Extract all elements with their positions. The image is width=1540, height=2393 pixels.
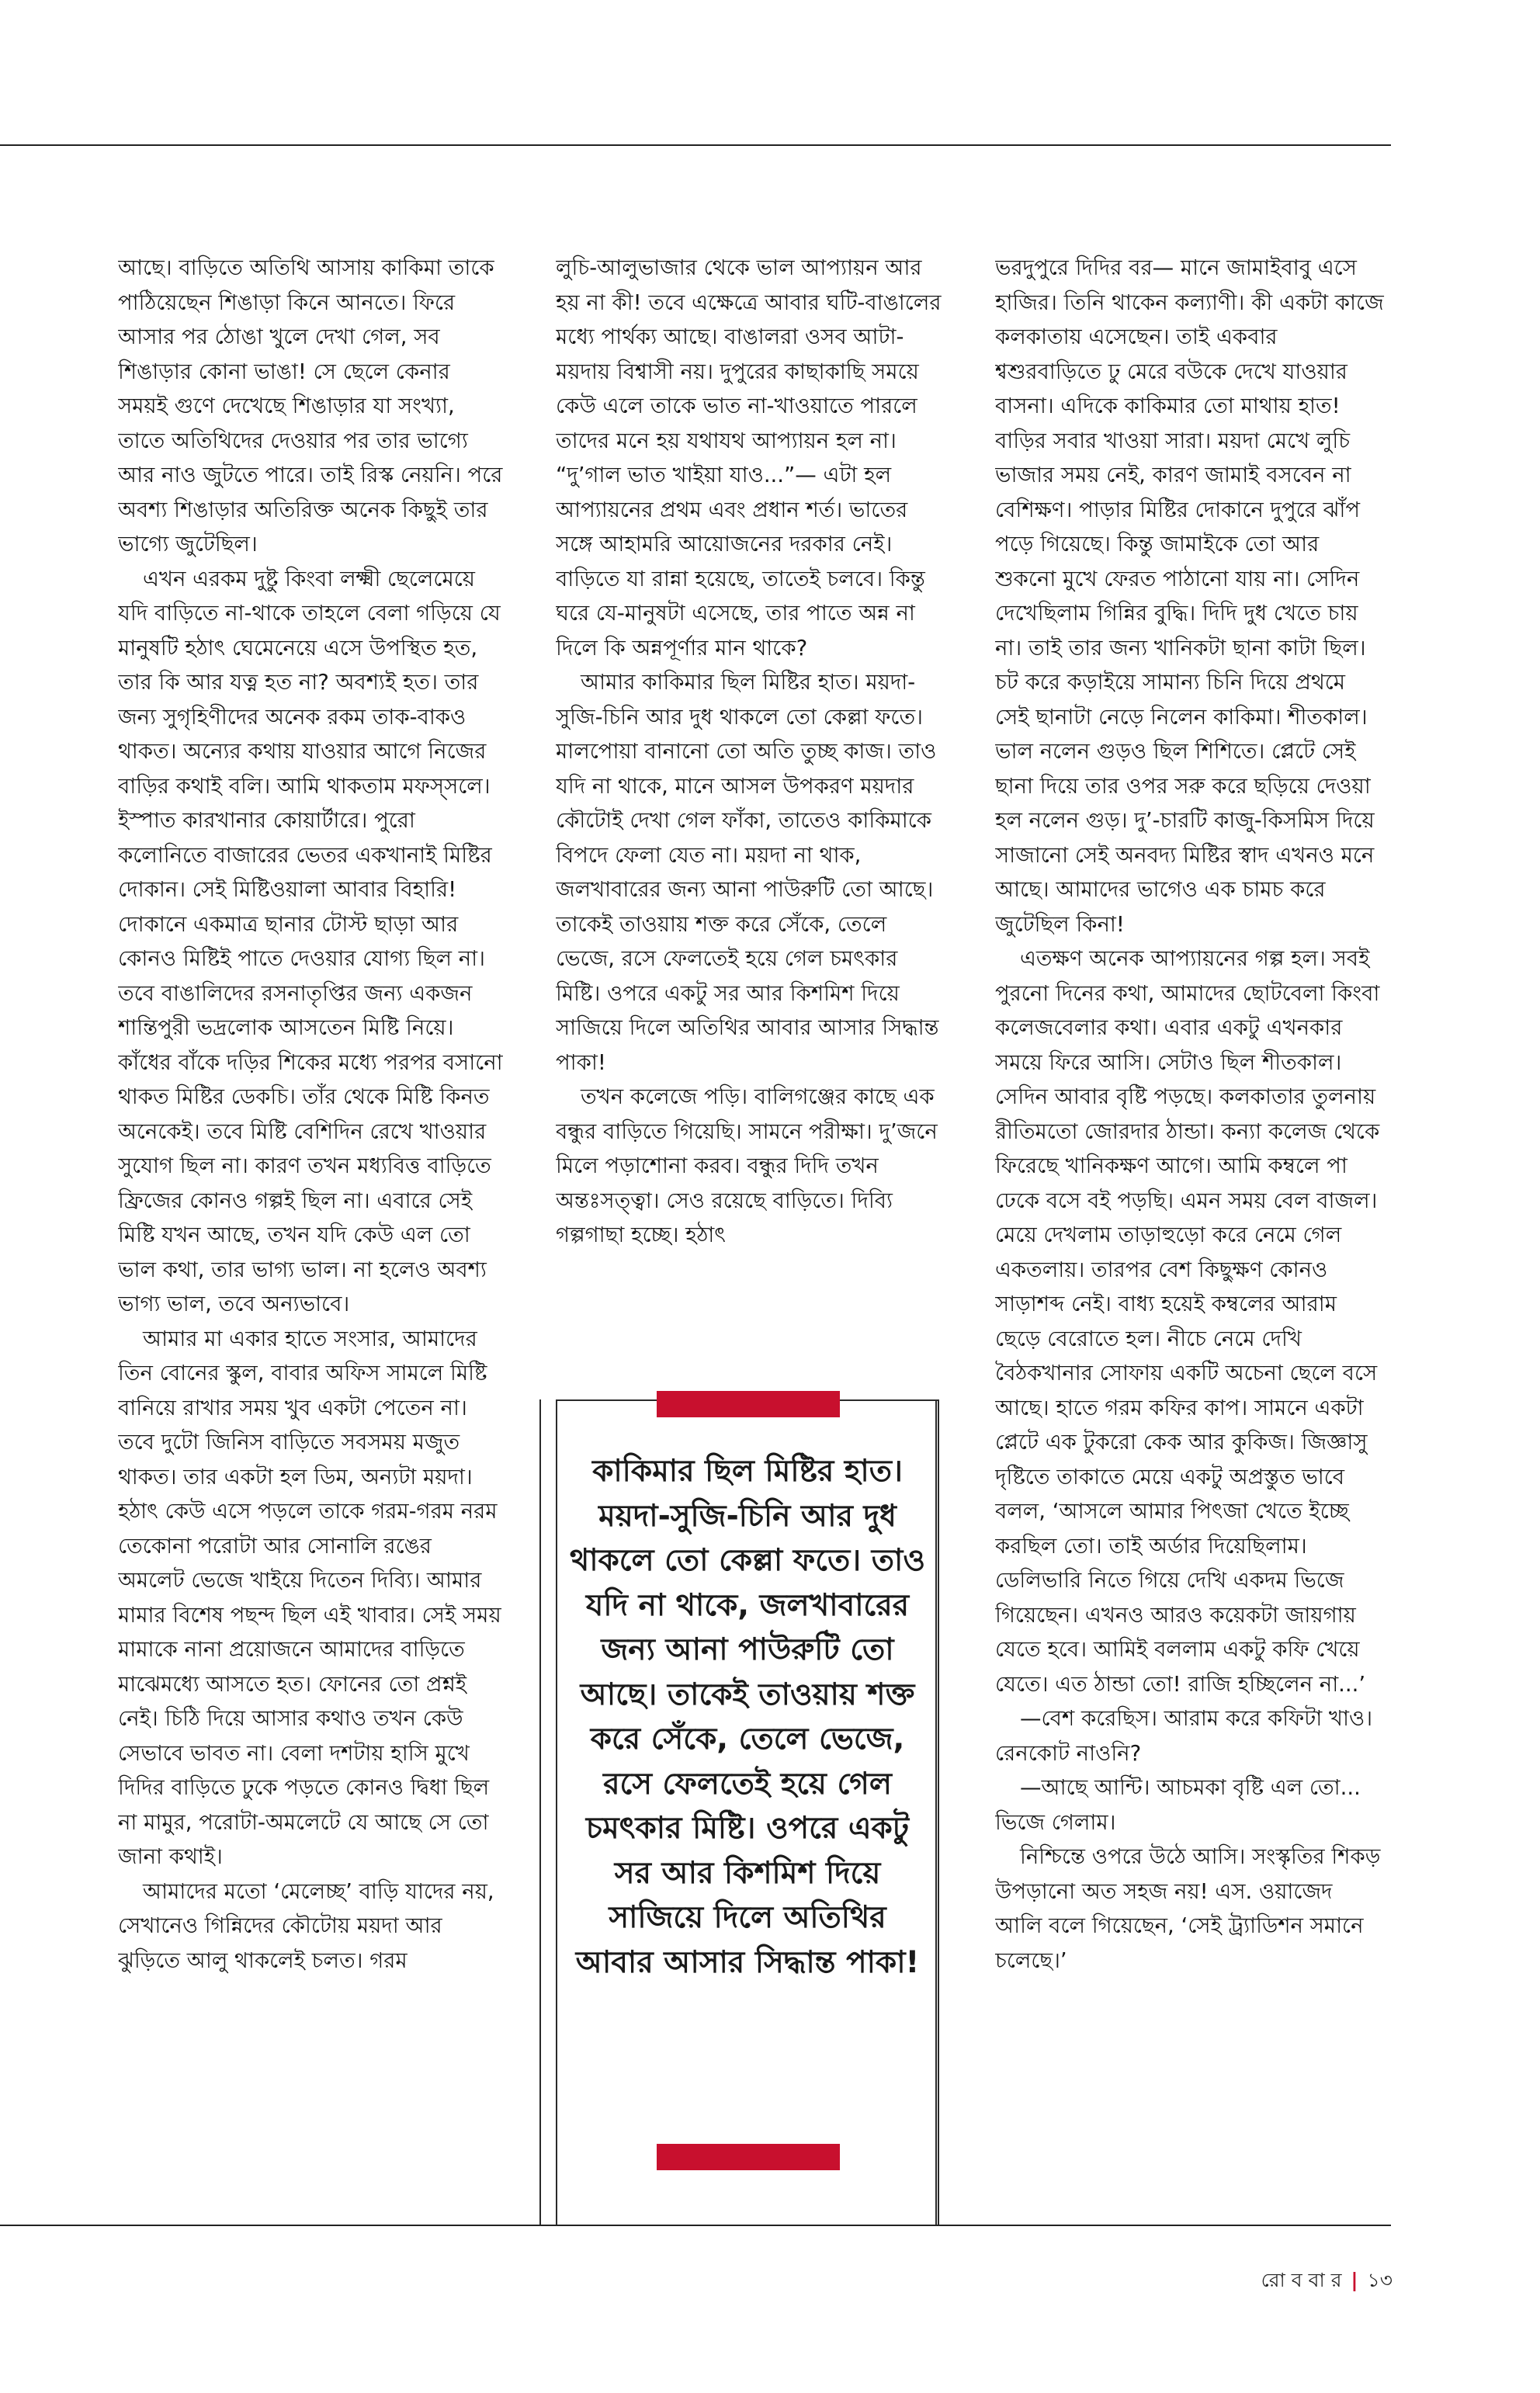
article-column-2 <box>556 251 944 1368</box>
pull-quote-bottom-bar <box>657 2144 840 2170</box>
article-column-3 <box>995 251 1385 2214</box>
paragraph: এতক্ষণ অনেক আপ্যায়নের গল্প হল। সবই পুরনো দিনের কথা, আমাদের ছোটবেলা কিংবা কলেজবেলার কথা। এবার একটু এখনকার সময়ে ফিরে আসি। সেটাও ছিল শীতকাল। সেদিন আবার বৃষ্টি পড়ছে। কলকাতার তুলনায় রীতিমতো জোরদার ঠান্ডা। কন্যা কলেজ থেকে ফিরেছে খানিকক্ষণ আগে। আমি কম্বলে পা ঢেকে বসে বই পড়ছি। এমন সময় বেল বাজল। মেয়ে দেখলাম তাড়াহুড়ো করে নেমে গেল একতলায়। তারপর বেশ কিছুক্ষণ কোনও সাড়াশব্দ নেই। বাধ্য হয়েই কম্বলের আরাম ছেড়ে বেরোতে হল। নীচে নেমে দেখি বৈঠকখানার সোফায় একটি অচেনা ছেলে বসে আছে। হাতে গরম কফির কাপ। সামনে একটা প্লেটে এক টুকরো কেক আর কুকিজ। জিজ্ঞাসু দৃষ্টিতে তাকাতে মেয়ে একটু অপ্রস্তুত ভাবে বলল, ‘আসলে আমার পিৎজা খেতে ইচ্ছে করছিল তো। তাই অর্ডার দিয়েছিলাম। ডেলিভারি নিতে গিয়ে দেখি একদম ভিজে গিয়েছেন। এখনও আরও কয়েকটা জায়গায় যেতে হবে। আমিই বললাম একটু কফি খেয়ে যেতে। এত ঠান্ডা তো! রাজি হচ্ছিলেন না...’ <box>995 946 1380 1697</box>
column-divider-1 <box>539 1399 541 2225</box>
paragraph: নিশ্চিন্তে ওপরে উঠে আসি। সংস্কৃতির শিকড় উপড়ানো অত সহজ নয়! এস. ওয়াজেদ আলি বলে গিয়েছেন, ‘সেই ট্র্যাডিশন সমানে চলেছে।’ <box>995 1844 1381 1973</box>
top-rule <box>0 144 1391 146</box>
bottom-rule <box>0 2225 1391 2226</box>
paragraph: আমার মা একার হাতে সংসার, আমাদের তিন বোনের স্কুল, বাবার অফিস সামলে মিষ্টি বানিয়ে রাখার সময় খুব একটা পেতেন না। তবে দুটো জিনিস বাড়িতে সবসময় মজুত থাকত। তার একটা হল ডিম, অন্যটা ময়দা। হঠাৎ কেউ এসে পড়লে তাকে গরম-গরম নরম তেকোনা পরোটা আর সোনালি রঙের অমলেট ভেজে খাইয়ে দিতেন দিব্যি। আমার মামার বিশেষ পছন্দ ছিল এই খাবার। সেই সময় মামাকে নানা প্রয়োজনে আমাদের বাড়িতে মাঝেমধ্যে আসতে হত। ফোনের তো প্রশ্নই নেই। চিঠি দিয়ে আসার কথাও তখন কেউ সেভাবে ভাবত না। বেলা দশটায় হাসি মুখে দিদির বাড়িতে ঢুকে পড়তে কোনও দ্বিধা ছিল না মামুর, পরোটা-অমলেটে যে আছে সে তো জানা কথাই। <box>118 1326 501 1869</box>
page-number: ১৩ <box>1367 2269 1393 2291</box>
page-footer <box>1261 2265 1393 2298</box>
paragraph: এখন এরকম দুষ্টু কিংবা লক্ষ্মী ছেলেমেয়ে যদি বাড়িতে না-থাকে তাহলে বেলা গড়িয়ে যে মানুষটি হঠাৎ ঘেমেনেয়ে এসে উপস্থিত হত, তার কি আর যত্ন হত না? অবশ্যই হত। তার জন্য সুগৃহিণীদের অনেক রকম তাক-বাকও থাকত। অন্যের কথায় যাওয়ার আগে নিজের বাড়ির কথাই বলি। আমি থাকতাম মফস্সলে। ইস্পাত কারখানার কোয়ার্টারে। পুরো কলোনিতে বাজারের ভেতর একখানাই মিষ্টির দোকান। সেই মিষ্টিওয়ালা আবার বিহারি! দোকানে একমাত্র ছানার টোস্ট ছাড়া আর কোনও মিষ্টিই পাতে দেওয়ার যোগ্য ছিল না। তবে বাঙালিদের রসনাতৃপ্তির জন্য একজন শান্তিপুরী ভদ্রলোক আসতেন মিষ্টি নিয়ে। কাঁধের বাঁকে দড়ির শিকের মধ্যে পরপর বসানো থাকত মিষ্টির ডেকচি। তাঁর থেকে মিষ্টি কিনত অনেকেই। তবে মিষ্টি বেশিদিন রেখে খাওয়ার সুযোগ ছিল না। কারণ তখন মধ্যবিত্ত বাড়িতে ফ্রিজের কোনও গল্পই ছিল না। এবারে সেই মিষ্টি যখন আছে, তখন যদি কেউ এল তো ভাল কথা, তার ভাগ্য ভাল। না হলেও অবশ্য ভাগ্য ভাল, তবে অন্যভাবে। <box>118 566 503 1316</box>
paragraph: আমাদের মতো ‘মেলেচ্ছ’ বাড়ি যাদের নয়, সেখানেও গিন্নিদের কৌটোয় ময়দা আর ঝুড়িতে আলু থাকলেই চলত। গরম <box>118 1878 494 1973</box>
paragraph: আছে। বাড়িতে অতিথি আসায় কাকিমা তাকে পাঠিয়েছেন শিঙাড়া কিনে আনতে। ফিরে আসার পর ঠোঙা খুলে দেখা গেল, সব শিঙাড়ার কোনা ভাঙা! সে ছেলে কেনার সময়ই গুণে দেখেছে শিঙাড়ার যা সংখ্যা, তাতে অতিথিদের দেওয়ার পর তার ভাগ্যে আর নাও জুটতে পারে। তাই রিস্ক নেয়নি। পরে অবশ্য শিঙাড়ার অতিরিক্ত অনেক কিছুই তার ভাগ্যে জুটেছিল। <box>118 255 503 557</box>
paragraph: ভরদুপুরে দিদির বর— মানে জামাইবাবু এসে হাজির। তিনি থাকেন কল্যাণী। কী একটা কাজে কলকাতায় এসেছেন। তাই একবার শ্বশুরবাড়িতে ঢু মেরে বউকে দেখে যাওয়ার বাসনা। এদিকে কাকিমার তো মাথায় হাত! বাড়ির সবার খাওয়া সারা। ময়দা মেখে লুচি ভাজার সময় নেই, কারণ জামাই বসবেন না বেশিক্ষণ। পাড়ার মিষ্টির দোকানে দুপুরে ঝাঁপ পড়ে গিয়েছে। কিন্তু জামাইকে তো আর শুকনো মুখে ফেরত পাঠানো যায় না। সেদিন দেখেছিলাম গিন্নির বুদ্ধি। দিদি দুধ খেতে চায় না। তাই তার জন্য খানিকটা ছানা কাটা ছিল। চট করে কড়াইয়ে সামান্য চিনি দিয়ে প্রথমে সেই ছানাটা নেড়ে নিলেন কাকিমা। শীতকাল। ভাল নলেন গুড়ও ছিল শিশিতে। প্লেটে সেই ছানা দিয়ে তার ওপর সরু করে ছড়িয়ে দেওয়া হল নলেন গুড়। দু’-চারটি কাজু-কিসমিস দিয়ে সাজানো সেই অনবদ্য মিষ্টির স্বাদ এখনও মনে আছে। আমাদের ভাগেও এক চামচ করে জুটেছিল কিনা! <box>995 255 1384 937</box>
column-divider-2 <box>935 1399 937 2225</box>
pull-quote-top-bar <box>657 1391 840 1417</box>
footer-separator: | <box>1351 2269 1358 2291</box>
article-column-1 <box>118 251 504 2214</box>
paragraph: লুচি-আলুভাজার থেকে ভাল আপ্যায়ন আর হয় না কী! তবে এক্ষেত্রে আবার ঘটি-বাঙালের মধ্যে পার্থক্য আছে। বাঙালরা ওসব আটা-ময়দায় বিশ্বাসী নয়। দুপুরের কাছাকাছি সময়ে কেউ এলে তাকে ভাত না-খাওয়াতে পারলে তাদের মনে হয় যথাযথ আপ্যায়ন হল না। “দু’গাল ভাত খাইয়া যাও...”— এটা হল আপ্যায়নের প্রথম এবং প্রধান শর্ত। ভাতের সঙ্গে আহামরি আয়োজনের দরকার নেই। বাড়িতে যা রান্না হয়েছে, তাতেই চলবে। কিন্তু ঘরে যে-মানুষটা এসেছে, তার পাতে অন্ন না দিলে কি অন্নপূর্ণার মান থাকে? <box>556 255 942 661</box>
paragraph: তখন কলেজে পড়ি। বালিগঞ্জের কাছে এক বন্ধুর বাড়িতে গিয়েছি। সামনে পরীক্ষা। দু’জনে মিলে পড়াশোনা করব। বন্ধুর দিদি তখন অন্তঃসত্ত্বা। সেও রয়েছে বাড়িতে। দিব্যি গল্পগাছা হচ্ছে। হঠাৎ <box>556 1084 938 1247</box>
paragraph: —বেশ করেছিস। আরাম করে কফিটা খাও। রেনকোট নাওনি? <box>995 1706 1373 1766</box>
pull-quote-text: কাকিমার ছিল মিষ্টির হাত। ময়দা-সুজি-চিনি আর দুধ থাকলে তো কেল্লা ফতে। তাও যদি না থাকে, জলখাবারের জন্য আনা পাউরুটি তো আছে। তাকেই তাওয়ায় শক্ত করে সেঁকে, তেলে ভেজে, রসে ফেলতেই হয়ে গেল চমৎকার মিষ্টি। ওপরে একটু সর আর কিশমিশ দিয়ে সাজিয়ে দিলে অতিথির আবার আসার সিদ্ধান্ত পাকা! <box>569 1454 926 1980</box>
paragraph: আমার কাকিমার ছিল মিষ্টির হাত। ময়দা-সুজি-চিনি আর দুধ থাকলে তো কেল্লা ফতে। মালপোয়া বানানো তো অতি তুচ্ছ কাজ। তাও যদি না থাকে, মানে আসল উপকরণ ময়দার কৌটোই দেখা গেল ফাঁকা, তাতেও কাকিমাকে বিপদে ফেলা যেত না। ময়দা না থাক, জলখাবারের জন্য আনা পাউরুটি তো আছে। তাকেই তাওয়ায় শক্ত করে সেঁকে, তেলে ভেজে, রসে ফেলতেই হয়ে গেল চমৎকার মিষ্টি। ওপরে একটু সর আর কিশমিশ দিয়ে সাজিয়ে দিলে অতিথির আবার আসার সিদ্ধান্ত পাকা! <box>556 670 939 1075</box>
paragraph: —আছে আন্টি। আচমকা বৃষ্টি এল তো... ভিজে গেলাম। <box>995 1775 1361 1835</box>
magazine-name: রো ব বা র <box>1261 2269 1342 2291</box>
